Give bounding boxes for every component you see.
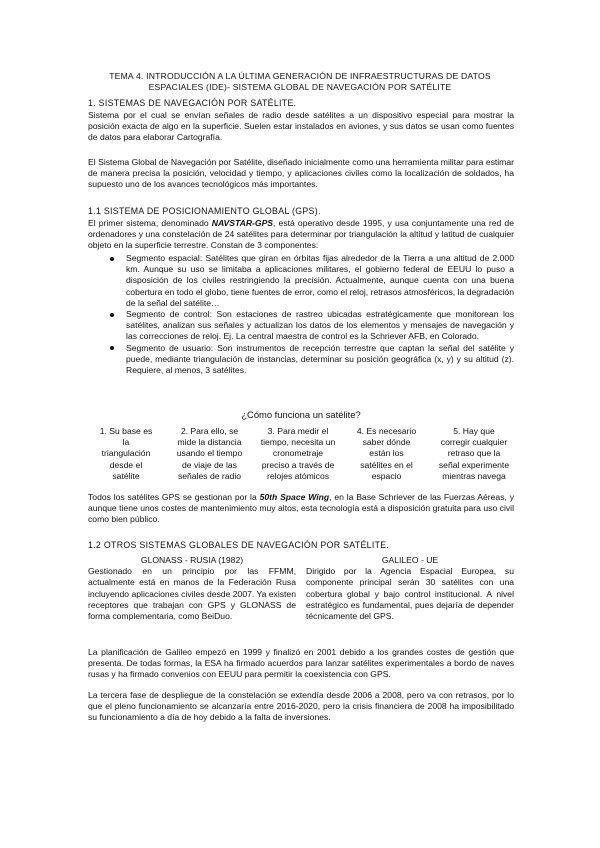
outro-unit-name: 50th Space Wing xyxy=(259,492,330,502)
list-item xyxy=(96,253,514,309)
section-1-2-paragraph-2: La tercera fase de despliegue de la constelación se extendía desde 2006 a 2008, pero va con retrasos, por lo que el pleno funcionamiento se alcanzaría entre 2016-2020, pero la crisis financiera de 2008 ha imposibilitado su funcionamiento a día de hoy debido a la falta de inversiones. xyxy=(88,690,514,723)
section-1-1-intro xyxy=(88,218,514,252)
step-line: saber dónde xyxy=(362,437,411,448)
step-line: la xyxy=(122,437,130,448)
list-item xyxy=(96,309,514,343)
section-1-heading: 1. SISTEMAS DE NAVEGACIÓN POR SATÉLITE. xyxy=(88,98,297,108)
step-line: mide la distancia xyxy=(177,437,242,448)
step-line: 3. Para medir el xyxy=(267,426,329,436)
how-it-works-title: ¿Cómo funciona un satélite? xyxy=(241,409,361,420)
step-line: preciso a través de xyxy=(261,459,335,470)
document-title xyxy=(90,71,510,94)
step-3 xyxy=(253,426,343,482)
bullet-text: Segmento de usuario: Son instrumentos de recepción terrestre que captan la señal del satélite y puede, mediante triangulación de instancias, determinar su posición geográfica (x, y) y su altitud (z). Requiere, al menos, 3 satélites. xyxy=(126,342,514,376)
outro-text-b: , en la Base Schriever de las Fuerzas Aéreas, y aunque tiene unos costes de mantenimiento muy altos, esta tecnología está a disposición gratuita para uso civil como bien público. xyxy=(88,492,515,525)
step-line: tiempo, necesita un xyxy=(260,437,336,448)
glonass-column xyxy=(88,555,296,622)
intro-text-a: El primer sistema, denominado xyxy=(88,218,212,228)
step-line: 2. Para ello, se xyxy=(180,426,239,436)
glonass-text: Gestionado en un principio por las FFMM, actualmente está en manos de la Federación Rusa incluyendo aplicaciones civiles desde 2007. Ya existen receptores que trabajan con GPS y GLONASS de forma complementaria, como BeiDuo. xyxy=(88,566,296,622)
other-systems-columns xyxy=(88,555,514,622)
steps-row xyxy=(86,426,518,482)
step-line: triangulación xyxy=(101,448,151,459)
step-line: señales de radio xyxy=(177,470,242,481)
bullet-icon xyxy=(110,257,114,261)
components-list xyxy=(96,253,514,376)
bullet-text: Segmento espacial: Satélites que giran en órbitas fijas alrededor de la Tierra a una altitud de 2.000 km. Aunque su uso se limitaba a aplicaciones militares, el gobierno federal de EEUU lo puso a disposición de los civiles restringiendo la precisión. Actualmente, aunque cuenta con una buena cobertura en todo el globo, tiene fuentes de error, como el reloj, retrasos atmosféricos, la degradación de la señal del satélite… xyxy=(126,253,514,308)
step-line: retraso que la xyxy=(447,448,501,459)
step-line: están los xyxy=(369,448,404,459)
step-2 xyxy=(170,426,250,482)
step-line: corregir cualquier xyxy=(440,437,508,448)
bullet-icon xyxy=(110,346,114,350)
step-1 xyxy=(86,426,166,482)
bullet-text: Segmento de control: Son estaciones de rastreo ubicadas estratégicamente que monitorean los satélites, analizan sus señales y actualizan los datos de los elementos y mensajes de navegación y las correcciones de reloj. Ej. La central maestra de control es la Schriever AFB, en Colorado. xyxy=(126,309,514,342)
galileo-heading: GALILEO - UE xyxy=(381,555,439,565)
step-line: cronometraje xyxy=(272,448,324,459)
step-line: relojes atómicos xyxy=(266,470,330,481)
step-line: desde el xyxy=(109,459,143,470)
step-line: 1. Su base es xyxy=(99,426,153,436)
step-line: señal experimente xyxy=(438,459,510,470)
title-line-2: ESPACIALES (IDE)- SISTEMA GLOBAL DE NAVEGACIÓN POR SATÉLITE xyxy=(148,82,452,93)
step-5 xyxy=(430,426,518,482)
section-1-2-paragraph-1: La planificación de Galileo empezó en 1999 y finalizó en 2001 debido a los grandes costes de gestión que presenta. De todas formas, la ESA ha firmado acuerdos para lanzar satélites experimentales a bordo de naves rusas y ha firmado convenios con EEUU para permitir la coexistencia con GPS. xyxy=(88,647,514,680)
intro-system-name: NAVSTAR-GPS xyxy=(211,218,274,228)
intro-text-b: , está operativo desde 1995, y usa conjuntamente una red de ordenadores y una constelación de 24 satélites para determinar por triangulación la altitud y latitud de cualquier objeto en la superficie terrestre. Constan de 3 componentes: xyxy=(88,218,514,251)
glonass-heading: GLONASS - RUSIA (1982) xyxy=(140,555,244,565)
step-line: mientras navega xyxy=(442,470,506,481)
section-1-1-heading: 1.1 SISTEMA DE POSICIONAMIENTO GLOBAL (GPS). xyxy=(88,206,321,216)
section-1-2-heading: 1.2 OTROS SISTEMAS GLOBALES DE NAVEGACIÓN POR SATÉLITE. xyxy=(88,540,390,550)
step-line: 4. Es necesario xyxy=(356,426,417,436)
section-1-paragraph-1: Sistema por el cual se envían señales de radio desde satélites a un dispositivo especial para mostrar la posición exacta de algo en la superficie. Suelen estar instalados en aviones, y sus datos se usan como fuentes de datos para elaborar Cartografía. xyxy=(88,110,514,143)
step-line: usando el tiempo xyxy=(176,448,243,459)
list-item xyxy=(96,343,514,377)
bullet-icon xyxy=(110,313,114,317)
title-line-1: TEMA 4. INTRODUCCIÓN A LA ÚLTIMA GENERACIÓN DE INFRAESTRUCTURAS DE DATOS xyxy=(109,71,491,81)
step-line: 5. Hay que xyxy=(453,426,495,436)
section-1-1-outro xyxy=(88,492,514,526)
outro-text-a: Todos los satélites GPS se gestionan por la xyxy=(88,492,260,502)
step-line: satélite xyxy=(112,470,140,481)
section-1-paragraph-2: El Sistema Global de Navegación por Satélite, diseñado inicialmente como una herramienta militar para estimar de manera precisa la posición, velocidad y tiempo, y aplicaciones civiles como la localización de soldados, ha supuesto uno de los avances tecnológicos más importantes. xyxy=(88,157,514,190)
step-4 xyxy=(347,426,427,482)
galileo-column xyxy=(306,555,514,622)
galileo-text: Dirigido por la Agencia Espacial Europea, su componente principal serán 30 satélites con una cobertura global y bajo control institucional. A nivel estratégico es fundamental, pues dejaría de depender técnicamente del GPS. xyxy=(306,566,514,622)
step-line: de viaje de las xyxy=(182,459,237,470)
step-line: satélites en el xyxy=(360,459,413,470)
step-line: espacio xyxy=(371,470,402,481)
